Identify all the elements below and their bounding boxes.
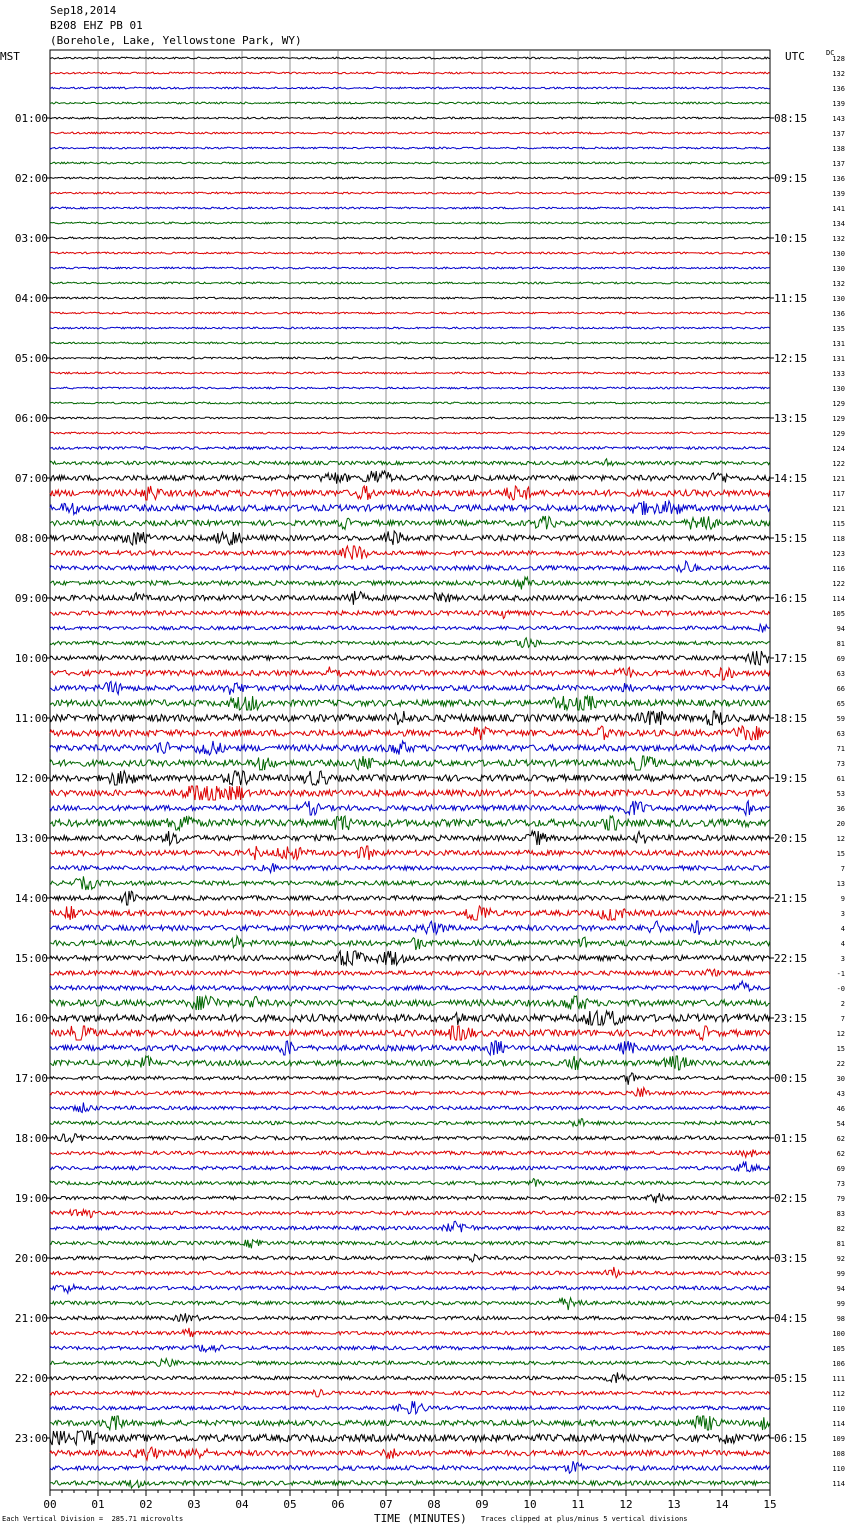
x-tick-label: 01 xyxy=(91,1498,105,1511)
trace-line xyxy=(50,267,770,269)
dc-offset-label: 114 xyxy=(832,595,845,603)
x-tick-label: 14 xyxy=(715,1498,729,1511)
dc-offset-label: 133 xyxy=(832,370,845,378)
left-hour-label: 17:00 xyxy=(14,1072,48,1085)
dc-offset-label: 2 xyxy=(840,1000,845,1008)
dc-offset-label: 94 xyxy=(836,1285,845,1293)
x-tick-label: 10 xyxy=(523,1498,537,1511)
left-hour-label: 19:00 xyxy=(14,1192,48,1205)
dc-offset-label: 12 xyxy=(836,1030,845,1038)
x-tick-label: 03 xyxy=(187,1498,201,1511)
dc-offset-label: 139 xyxy=(832,100,845,108)
right-hour-label: 22:15 xyxy=(774,952,808,965)
dc-offset-label: 36 xyxy=(836,805,845,813)
trace-line xyxy=(50,72,770,74)
dc-offset-label: 100 xyxy=(832,1330,845,1338)
trace-line xyxy=(50,282,770,284)
trace-line xyxy=(50,327,770,329)
trace-line xyxy=(50,1267,770,1278)
trace-line xyxy=(50,1161,770,1171)
trace-line xyxy=(50,906,770,920)
x-tick-label: 02 xyxy=(139,1498,153,1511)
dc-offset-label: 73 xyxy=(836,1180,845,1188)
dc-offset-label: 105 xyxy=(832,1345,845,1353)
dc-offset-label: 110 xyxy=(832,1405,845,1413)
right-hour-label: 14:15 xyxy=(774,472,808,485)
left-hour-label: 05:00 xyxy=(14,352,48,365)
dc-offset-label: 130 xyxy=(832,385,845,393)
dc-offset-label: 13 xyxy=(836,880,845,888)
trace-line xyxy=(50,996,770,1010)
dc-offset-label: 114 xyxy=(832,1420,845,1428)
trace-line xyxy=(50,1431,770,1445)
dc-offset-label: 124 xyxy=(832,445,845,453)
dc-offset-label: 128 xyxy=(832,55,845,63)
dc-offset-label: 69 xyxy=(836,655,845,663)
trace-line xyxy=(50,638,770,648)
dc-offset-label: 81 xyxy=(836,640,845,648)
x-tick-label: 05 xyxy=(283,1498,297,1511)
trace-line xyxy=(50,1461,770,1473)
left-hour-label: 06:00 xyxy=(14,412,48,425)
dc-offset-label: 73 xyxy=(836,760,845,768)
x-tick-label: 09 xyxy=(475,1498,489,1511)
trace-line xyxy=(50,1011,770,1025)
trace-line xyxy=(50,162,770,164)
dc-offset-label: 121 xyxy=(832,475,845,483)
trace-line xyxy=(50,531,770,545)
left-hour-label: 14:00 xyxy=(14,892,48,905)
trace-line xyxy=(50,831,770,845)
trace-line xyxy=(50,447,770,450)
right-hour-label: 15:15 xyxy=(774,532,808,545)
trace-line xyxy=(50,1119,770,1126)
trace-line xyxy=(50,696,770,710)
dc-offset-label: 62 xyxy=(836,1150,845,1158)
dc-offset-label: 123 xyxy=(832,550,845,558)
trace-line xyxy=(50,681,770,694)
dc-offset-label: 98 xyxy=(836,1315,845,1323)
right-hour-label: 19:15 xyxy=(774,772,808,785)
left-hour-label: 21:00 xyxy=(14,1312,48,1325)
trace-line xyxy=(50,786,770,800)
dc-offset-label: 131 xyxy=(832,340,845,348)
trace-line xyxy=(50,501,770,515)
x-axis-label: TIME (MINUTES) xyxy=(374,1512,467,1525)
dc-offset-label: 115 xyxy=(832,520,845,528)
dc-offset-label: 139 xyxy=(832,190,845,198)
dc-offset-label: 63 xyxy=(836,730,845,738)
trace-line xyxy=(50,132,770,134)
dc-offset-label: -0 xyxy=(836,985,845,993)
trace-line xyxy=(50,1447,770,1460)
dc-offset-label: 15 xyxy=(836,850,845,858)
dc-offset-label: 46 xyxy=(836,1105,845,1113)
left-hour-label: 09:00 xyxy=(14,592,48,605)
clip-note: Traces clipped at plus/minus 5 vertical divisions xyxy=(481,1515,688,1523)
dc-offset-label: 138 xyxy=(832,145,845,153)
dc-offset-label: 53 xyxy=(836,790,845,798)
x-tick-label: 12 xyxy=(619,1498,633,1511)
trace-line xyxy=(50,177,770,179)
x-tick-label: 04 xyxy=(235,1498,249,1511)
dc-offset-label: 30 xyxy=(836,1075,845,1083)
dc-offset-label: 136 xyxy=(832,175,845,183)
x-tick-label: 06 xyxy=(331,1498,345,1511)
x-tick-label: 11 xyxy=(571,1498,585,1511)
right-hour-label: 09:15 xyxy=(774,172,808,185)
x-tick-label: 15 xyxy=(763,1498,777,1511)
left-hour-label: 16:00 xyxy=(14,1012,48,1025)
x-tick-label: 00 xyxy=(43,1498,57,1511)
dc-offset-label: 82 xyxy=(836,1225,845,1233)
dc-offset-label: 129 xyxy=(832,400,845,408)
right-hour-label: 01:15 xyxy=(774,1132,808,1145)
dc-offset-label: 99 xyxy=(836,1300,845,1308)
dc-offset-label: 61 xyxy=(836,775,845,783)
chart-station: B208 EHZ PB 01 xyxy=(50,19,143,32)
dc-offset-label: 63 xyxy=(836,670,845,678)
left-hour-label: 13:00 xyxy=(14,832,48,845)
left-hour-label: 18:00 xyxy=(14,1132,48,1145)
trace-line xyxy=(50,741,770,755)
dc-offset-label: 20 xyxy=(836,820,845,828)
dc-offset-label: 116 xyxy=(832,565,845,573)
trace-line xyxy=(50,1372,770,1383)
trace-line xyxy=(50,1179,770,1187)
trace-line xyxy=(50,357,770,359)
left-hour-label: 07:00 xyxy=(14,472,48,485)
trace-line xyxy=(50,624,770,632)
trace-line xyxy=(50,801,770,815)
dc-offset-label: 136 xyxy=(832,85,845,93)
dc-offset-label: 136 xyxy=(832,310,845,318)
left-hour-label: 08:00 xyxy=(14,532,48,545)
dc-offset-label: 114 xyxy=(832,1480,845,1488)
trace-line xyxy=(50,192,770,194)
trace-line xyxy=(50,1134,770,1143)
dc-offset-label: 132 xyxy=(832,280,845,288)
trace-line xyxy=(50,981,770,991)
dc-offset-label: 7 xyxy=(840,1015,845,1023)
dc-offset-label: 134 xyxy=(832,220,845,228)
trace-line xyxy=(50,1221,770,1232)
dc-offset-label: 4 xyxy=(840,925,845,933)
trace-line xyxy=(50,1254,770,1262)
trace-line xyxy=(50,936,770,950)
left-hour-label: 10:00 xyxy=(14,652,48,665)
trace-line xyxy=(50,117,770,119)
trace-line xyxy=(50,432,770,434)
dc-offset-label: 71 xyxy=(836,745,845,753)
trace-line xyxy=(50,771,770,785)
left-hour-label: 15:00 xyxy=(14,952,48,965)
trace-line xyxy=(50,1073,770,1085)
trace-line xyxy=(50,951,770,965)
trace-line xyxy=(50,252,770,254)
dc-offset-label: 109 xyxy=(832,1435,845,1443)
dc-offset-label: 129 xyxy=(832,430,845,438)
dc-offset-label: 132 xyxy=(832,70,845,78)
trace-line xyxy=(50,486,770,500)
trace-line xyxy=(50,402,770,404)
trace-line xyxy=(50,1401,770,1414)
dc-offset-label: 122 xyxy=(832,580,845,588)
trace-line xyxy=(50,297,770,299)
dc-offset-label: 92 xyxy=(836,1255,845,1263)
trace-line xyxy=(50,577,770,589)
trace-line xyxy=(50,863,770,873)
right-hour-label: 21:15 xyxy=(774,892,808,905)
trace-line xyxy=(50,1328,770,1337)
trace-line xyxy=(50,876,770,890)
trace-line xyxy=(50,459,770,466)
trace-line xyxy=(50,667,770,680)
left-timezone-label: MST xyxy=(0,50,20,63)
trace-line xyxy=(50,1088,770,1097)
right-hour-label: 00:15 xyxy=(774,1072,808,1085)
right-hour-label: 17:15 xyxy=(774,652,808,665)
dc-offset-label: 3 xyxy=(840,955,845,963)
dc-offset-label: 110 xyxy=(832,1465,845,1473)
trace-line xyxy=(50,222,770,224)
dc-offset-label: 122 xyxy=(832,460,845,468)
right-hour-label: 11:15 xyxy=(774,292,808,305)
trace-line xyxy=(50,1313,770,1322)
right-hour-label: 05:15 xyxy=(774,1372,808,1385)
dc-offset-label: 117 xyxy=(832,490,845,498)
trace-line xyxy=(50,1359,770,1367)
trace-line xyxy=(50,1026,770,1040)
left-hour-label: 11:00 xyxy=(14,712,48,725)
trace-line xyxy=(50,921,770,935)
dc-offset-label: 130 xyxy=(832,295,845,303)
dc-offset-label: 121 xyxy=(832,505,845,513)
trace-line xyxy=(50,1416,770,1430)
dc-offset-label: 112 xyxy=(832,1390,845,1398)
right-hour-label: 23:15 xyxy=(774,1012,808,1025)
dc-offset-label: 129 xyxy=(832,415,845,423)
trace-line xyxy=(50,891,770,905)
left-hour-label: 02:00 xyxy=(14,172,48,185)
trace-line xyxy=(50,1390,770,1397)
dc-offset-label: 4 xyxy=(840,940,845,948)
trace-line xyxy=(50,1298,770,1310)
dc-offset-label: 137 xyxy=(832,130,845,138)
trace-line xyxy=(50,1056,770,1070)
trace-line xyxy=(50,147,770,149)
trace-line xyxy=(50,516,770,529)
right-hour-label: 08:15 xyxy=(774,112,808,125)
dc-offset-label: 99 xyxy=(836,1270,845,1278)
dc-offset-label: 143 xyxy=(832,115,845,123)
left-hour-label: 23:00 xyxy=(14,1432,48,1445)
dc-offset-label: 131 xyxy=(832,355,845,363)
dc-offset-label: 137 xyxy=(832,160,845,168)
trace-line xyxy=(50,207,770,209)
dc-offset-label: 9 xyxy=(840,895,845,903)
dc-offset-label: 106 xyxy=(832,1360,845,1368)
trace-line xyxy=(50,342,770,344)
dc-offset-label: 7 xyxy=(840,865,845,873)
right-hour-label: 03:15 xyxy=(774,1252,808,1265)
dc-offset-label: 118 xyxy=(832,535,845,543)
trace-line xyxy=(50,561,770,572)
dc-column-label: DC xyxy=(826,49,835,57)
trace-line xyxy=(50,711,770,725)
dc-offset-label: 22 xyxy=(836,1060,845,1068)
trace-line xyxy=(50,102,770,104)
trace-line xyxy=(50,417,770,419)
dc-offset-label: 69 xyxy=(836,1165,845,1173)
trace-line xyxy=(50,372,770,374)
dc-offset-label: 15 xyxy=(836,1045,845,1053)
scale-note: Each Vertical Division = 285.71 microvolts xyxy=(2,1515,184,1523)
right-hour-label: 16:15 xyxy=(774,592,808,605)
trace-line xyxy=(50,726,770,740)
dc-offset-label: 105 xyxy=(832,610,845,618)
x-tick-label: 08 xyxy=(427,1498,441,1511)
dc-offset-label: 141 xyxy=(832,205,845,213)
trace-line xyxy=(50,591,770,605)
trace-line xyxy=(50,1210,770,1218)
left-hour-label: 12:00 xyxy=(14,772,48,785)
left-hour-label: 22:00 xyxy=(14,1372,48,1385)
right-hour-label: 12:15 xyxy=(774,352,808,365)
dc-offset-label: 59 xyxy=(836,715,845,723)
trace-line xyxy=(50,1480,770,1488)
trace-line xyxy=(50,471,770,484)
left-hour-label: 01:00 xyxy=(14,112,48,125)
dc-offset-label: 81 xyxy=(836,1240,845,1248)
x-tick-label: 13 xyxy=(667,1498,681,1511)
right-hour-label: 04:15 xyxy=(774,1312,808,1325)
trace-line xyxy=(50,611,770,619)
chart-date: Sep18,2014 xyxy=(50,4,117,17)
trace-line xyxy=(50,87,770,89)
trace-line xyxy=(50,1193,770,1203)
dc-offset-label: 54 xyxy=(836,1120,845,1128)
trace-line xyxy=(50,1285,770,1294)
dc-offset-label: 3 xyxy=(840,910,845,918)
trace-line xyxy=(50,816,770,830)
trace-line xyxy=(50,969,770,976)
dc-offset-label: 130 xyxy=(832,265,845,273)
dc-offset-label: 66 xyxy=(836,685,845,693)
dc-offset-label: -1 xyxy=(836,970,845,978)
dc-offset-label: 130 xyxy=(832,250,845,258)
dc-offset-label: 65 xyxy=(836,700,845,708)
trace-line xyxy=(50,312,770,314)
dc-offset-label: 132 xyxy=(832,235,845,243)
trace-line xyxy=(50,651,770,665)
trace-line xyxy=(50,1240,770,1249)
dc-offset-label: 62 xyxy=(836,1135,845,1143)
right-hour-label: 13:15 xyxy=(774,412,808,425)
left-hour-label: 03:00 xyxy=(14,232,48,245)
trace-line xyxy=(50,1103,770,1113)
dc-offset-label: 79 xyxy=(836,1195,845,1203)
dc-offset-label: 108 xyxy=(832,1450,845,1458)
dc-offset-label: 111 xyxy=(832,1375,845,1383)
dc-offset-label: 94 xyxy=(836,625,845,633)
trace-line xyxy=(50,387,770,389)
right-hour-label: 20:15 xyxy=(774,832,808,845)
chart-location: (Borehole, Lake, Yellowstone Park, WY) xyxy=(50,34,302,47)
right-hour-label: 10:15 xyxy=(774,232,808,245)
trace-line xyxy=(50,1041,770,1055)
right-hour-label: 06:15 xyxy=(774,1432,808,1445)
trace-line xyxy=(50,237,770,239)
right-hour-label: 02:15 xyxy=(774,1192,808,1205)
right-hour-label: 18:15 xyxy=(774,712,808,725)
left-hour-label: 04:00 xyxy=(14,292,48,305)
trace-line xyxy=(50,57,770,59)
trace-line xyxy=(50,756,770,770)
trace-line xyxy=(50,546,770,560)
trace-line xyxy=(50,846,770,860)
dc-offset-label: 43 xyxy=(836,1090,845,1098)
left-hour-label: 20:00 xyxy=(14,1252,48,1265)
x-tick-label: 07 xyxy=(379,1498,393,1511)
right-timezone-label: UTC xyxy=(785,50,805,63)
dc-offset-label: 83 xyxy=(836,1210,845,1218)
trace-line xyxy=(50,1150,770,1158)
dc-offset-label: 12 xyxy=(836,835,845,843)
dc-offset-label: 135 xyxy=(832,325,845,333)
trace-line xyxy=(50,1345,770,1352)
